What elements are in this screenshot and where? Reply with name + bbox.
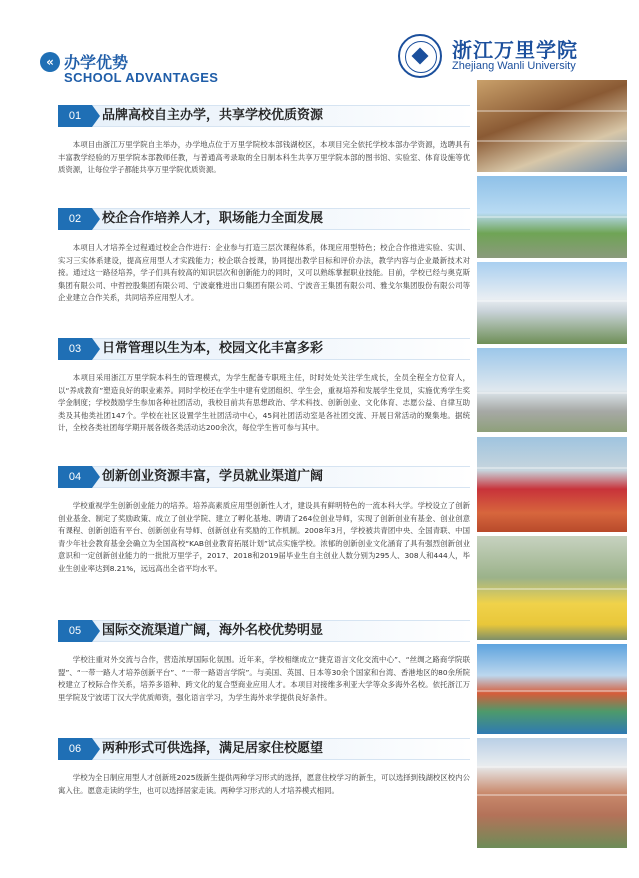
section-header xyxy=(58,620,470,642)
campus-gate-photo xyxy=(477,348,627,432)
section-06 xyxy=(58,738,470,797)
section-03 xyxy=(58,338,470,435)
section-title: 两种形式可供选择，满足居家住校愿望 xyxy=(102,741,324,756)
section-02 xyxy=(58,208,470,305)
section-header xyxy=(58,105,470,127)
section-body: 学校重视学生创新创业能力的培养。培养高素质应用型创新性人才，建设具有鲜明特色的一流本科大学。学校设立了创新创业基金、制定了奖励政策、成立了创业学院、建立了孵化基地、聘请了264位创业导师，实现了创新创业有基金、创业创意有课程、创新创造有平台、创新创业有导师、创新创业有奖励的工作机制。2008年3月，学校被共青团中央、全国青联、中国青少年社会教育基金会确立为全国高校“KAB创业教育拓展计划”试点实施学校。浓郁的创新创业文化涵育了具有强烈创新创业意识和一定创新创业能力的一批批万里学子，2017、2018和2019届毕业生自主创业人数分别为295人、308人和444人，毕业生创业率达到8.21%，远远高出全省平均水平。 xyxy=(58,501,470,573)
section-number: 01 xyxy=(58,105,92,127)
university-name-cn: 浙江万里学院 xyxy=(452,38,578,62)
section-number: 02 xyxy=(58,208,92,230)
volunteers-group-photo xyxy=(477,536,627,640)
section-body: 本项目由浙江万里学院自主举办，办学地点位于万里学院校本部钱湖校区，本项目完全依托学校本部办学资源，选聘具有丰富教学经验的万里学院本部教师任教，与普通高考录取的全日制本科生共享万里学院本部的图书馆、实验室、体育设施等优质资源，让每位学子都能共享万里学院优质资源。 xyxy=(58,140,470,175)
page-header xyxy=(0,0,639,92)
section-04 xyxy=(58,466,470,576)
section-header xyxy=(58,338,470,360)
dormitory-building-photo xyxy=(477,738,627,848)
section-title: 创新创业资源丰富，学员就业渠道广阔 xyxy=(102,469,324,484)
section-arrow-icon xyxy=(92,208,100,230)
section-body: 学校为全日制应用型人才创新班2025级新生提供两种学习形式的选择，愿意住校学习的新生，可以选择到钱湖校区校内公寓入住。愿意走读的学生，也可以选择居家走读。两种学习形式的人才培养模式相同。 xyxy=(58,773,470,795)
page-title: 办学优势 xyxy=(64,53,129,72)
section-number: 04 xyxy=(58,466,92,488)
section-body: 学校注重对外交流与合作，营造浓厚国际化氛围。近年来，学校相继成立“捷克语言文化交流中心”、“丝绸之路商学院联盟”、“一带一路人才培养创新平台”、“一带一路语言学院”。与美国、英国、日本等30余个国家和台湾、香港地区的80余所院校建立了校际合作关系，培养多语种、跨文化的复合型商业应用人才。本项目对接维多利亚大学等众多海外名校。依托浙江万里学院及宁波诺丁汉大学优质师资，强化语言学习，为学生海外求学提供良好条件。 xyxy=(58,655,470,702)
campus-atrium-photo xyxy=(477,80,627,172)
section-header xyxy=(58,738,470,760)
section-01 xyxy=(58,105,470,177)
section-body: 本项目人才培养全过程通过校企合作进行：企业参与打造三层次课程体系，体现应用型特色；校企合作推进实验、实训、实习三实体系建设，提高应用型人才实践能力；校企联合授课，协同提出教学目标和评价办法，教学内容与企业最新技术对接。通过这一路径培养，学子们具有较高的知识层次和创新能力的同时，又可以熟练掌握职业技能。目前，学校已经与奥克斯集团有限公司、中哲控股集团有限公司、宁波豪雅进出口集团有限公司、宁波音王集团有限公司、雅戈尔集团股份有限公司等企业建立合作关系，共同培养应用型人才。 xyxy=(58,243,470,303)
section-title: 校企合作培养人才，职场能力全面发展 xyxy=(102,211,324,226)
section-arrow-icon xyxy=(92,466,100,488)
sports-court-photo xyxy=(477,644,627,734)
section-body: 本项目采用浙江万里学院本科生的管理模式，为学生配备专职班主任，时时处处关注学生成长，全员全程全方位育人，以“养成教育”塑造良好的职业素养。同时学校还在学生中建有党团组织、学生会，重视培养和发展学生党员，实施优秀学生奖学金制度；学校鼓励学生参加各种社团活动，我校目前共有思想政治、学术科技、创新创业、文化体育、志愿公益、自律互助类及其他类社团147个。学校在社区设置学生社团活动中心，45间社团活动室是各社团交流、开展日常活动的聚集地。据统计，全校各类社团每学期开展各级各类活动达200余次，每位学生皆可参与其中。 xyxy=(58,373,470,433)
university-name-en: Zhejiang Wanli University xyxy=(452,60,576,72)
university-seal-logo xyxy=(398,34,442,78)
section-number: 06 xyxy=(58,738,92,760)
page-subtitle-en: SCHOOL ADVANTAGES xyxy=(64,70,219,85)
section-number: 03 xyxy=(58,338,92,360)
campus-aerial-photo xyxy=(477,262,627,344)
students-on-steps-photo xyxy=(477,176,627,258)
student-parade-photo xyxy=(477,437,627,532)
section-title: 日常管理以生为本，校园文化丰富多彩 xyxy=(102,341,324,356)
section-number: 05 xyxy=(58,620,92,642)
section-arrow-icon xyxy=(92,738,100,760)
section-title: 品牌高校自主办学，共享学校优质资源 xyxy=(102,108,324,123)
section-arrow-icon xyxy=(92,620,100,642)
section-arrow-icon xyxy=(92,105,100,127)
section-arrow-icon xyxy=(92,338,100,360)
section-title: 国际交流渠道广阔，海外名校优势明显 xyxy=(102,623,324,638)
double-chevron-left-icon: « xyxy=(40,52,60,72)
section-header xyxy=(58,466,470,488)
section-05 xyxy=(58,620,470,704)
section-header xyxy=(58,208,470,230)
